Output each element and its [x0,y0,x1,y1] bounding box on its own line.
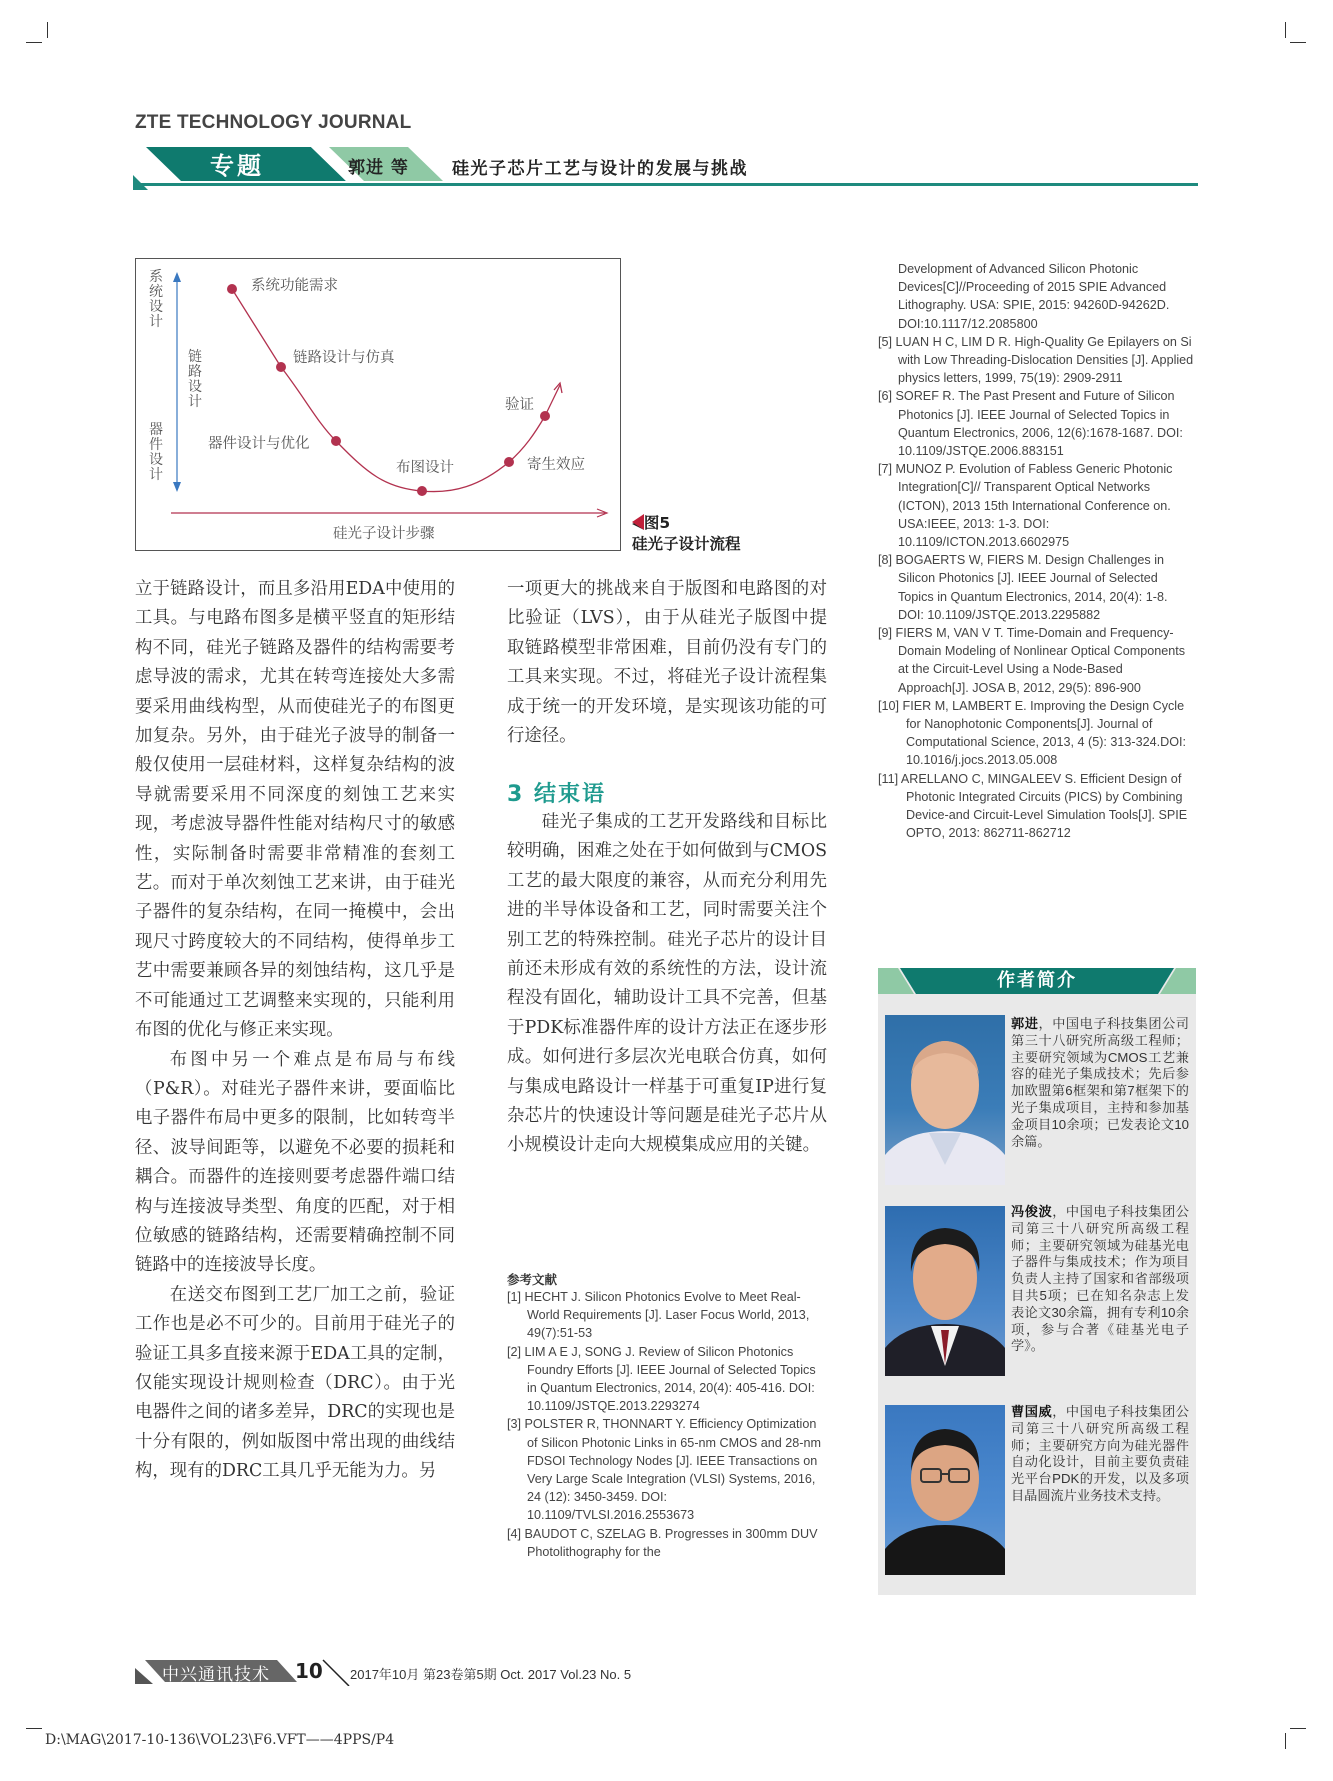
author-bio: 冯俊波，中国电子科技集团公司第三十八研究所高级工程师；主要研究领域为硅基光电子器件与集成技术；作为项目负责人主持了国家和省部级项目共5项；已在知名杂志上发表论文30余篇，拥有专利10余项，参与合著《硅基光电子学》。 [1011,1204,1189,1354]
body-column-2-conclusion [507,808,827,1161]
author-name: 郭进 [1011,1016,1039,1031]
footer-magazine-name: 中兴通讯技术 [162,1665,270,1685]
author-name: 冯俊波 [1011,1204,1053,1219]
crop-mark [1290,42,1306,43]
point-layout-design [417,486,427,496]
paragraph: 在送交布图到工艺厂加工之前，验证工作也是必不可少的。目前用于硅光子的验证工具多直接来源于EDA工具的定制，仅能实现设计规则检查（DRC）。由于光电器件之间的诸多差异，DRC的实现也是十分有限的，例如版图中常出现的曲线结构，现有的DRC工具几乎无能为力。另 [135,1284,455,1482]
author-photo [885,1206,1005,1376]
file-path: D:\MAG\2017-10-136\VOL23\F6.VFT——4PPS/P4 [45,1732,395,1748]
paragraph: 布图中另一个难点是布局与布线（P&R）。对硅光子器件来讲，要面临比电子器件布局中更多的限制，比如转弯半径、波导间距等，以避免不必要的损耗和耦合。而器件的连接则要考虑器件端口结构与连接波导类型、角度的匹配，对于相位敏感的链路结构，还需要精确控制不同链路中的连接波导长度。 [135,1049,455,1276]
reference-item: [8] BOGAERTS W, FIERS M. Design Challenges in Silicon Photonics [J]. IEEE Journal of Selected Topics in Quantum Electronics, 2014, 20(4): 1-8. DOI: 10.1109/JSTQE.2013.2295882 [878,553,1168,622]
references-heading: 参考文献 [507,1272,558,1287]
crop-mark [26,1728,42,1729]
point-label: 器件设计与优化 [208,436,310,452]
point-label: 寄生效应 [527,457,585,473]
reference-item: [10] FIER M, LAMBERT E. Improving the Design Cycle for Nanophotonic Components[J]. Journal of Computational Science, 2013, 4 (5): 313-324.DOI: 10.1016/j.jocs.2013.05.008 [878,698,1187,768]
body-column-1 [135,575,455,1487]
y-axis-label-link: 链 路 设 计 [188,349,202,410]
header-rule [135,183,1198,186]
point-verification [540,411,550,421]
references-list-continued [878,260,1196,843]
crop-mark [1285,1733,1286,1749]
point-label: 验证 [505,397,534,413]
reference-item: [3] POLSTER R, THONNART Y. Efficiency Optimization of Silicon Photonic Links in 65-nm CMOS and 28-nm FDSOI Technology Nodes [J]. IEEE Transactions on Very Large Scale Integration (VLSI) Systems, 2016, 24 (12): 3450-3459. DOI: 10.1109/TVLSI.2016.2553673 [507,1417,821,1523]
x-axis-label: 硅光子设计步骤 [333,526,435,542]
crop-mark [1285,22,1286,38]
reference-item-continued: Development of Advanced Silicon Photonic Devices[C]//Proceeding of 2015 SPIE Advanced Lithography. USA: SPIE, 2015: 94260D-94262D. DOI:10.1117/12.2085800 [898,262,1170,331]
body-column-2 [507,575,827,751]
author-bio: 曹国威，中国电子科技集团公司第三十八研究所高级工程师；主要研究方向为硅光器件自动化设计，目前主要负责硅光平台PDK的开发，以及多项目晶圆流片业务技术支持。 [1011,1404,1189,1503]
y-axis-label-device: 器 件 设 计 [149,422,163,483]
figure-marker-triangle [632,514,644,530]
journal-name: ZTE TECHNOLOGY JOURNAL [135,112,412,133]
author-photo [885,1015,1005,1185]
author-name: 曹国威 [1011,1404,1053,1419]
paragraph: 一项更大的挑战来自于版图和电路图的对比验证（LVS），由于从硅光子版图中提取链路模型非常困难，目前仍没有专门的工具来实现。不过，将硅光子设计流程集成于统一的开发环境，是实现该功能的可行途径。 [507,579,827,747]
reference-item: [5] LUAN H C, LIM D R. High-Quality Ge Epilayers on Si with Low Threading-Dislocation Densities [J]. Applied physics letters, 1999, 75(19): 2909-2911 [878,334,1194,386]
point-label: 布图设计 [396,460,454,476]
reference-item: [2] LIM A E J, SONG J. Review of Silicon Photonics Foundry Efforts [J]. IEEE Journal of Selected Topics in Quantum Electronics, 2014, 20(4): 405-416. DOI: 10.1109/JSTQE.2013.2293274 [507,1344,816,1414]
figure-caption [632,513,741,555]
crop-mark [26,42,42,43]
point-system-requirements [227,284,237,294]
reference-item: [7] MUNOZ P. Evolution of Fabless Generic Photonic Integration[C]// Transparent Optical Networks (ICTON), 2013 15th International Conference on. USA:IEEE, 2013: 1-3. DOI: 10.1109/ICTON.2013.6602975 [878,462,1173,550]
reference-item: [9] FIERS M, VAN V T. Time-Domain and Frequency-Domain Modeling of Nonlinear Optical Components at the Circuit-Level Using a Node-Based Approach[J]. JOSA B, 2012, 29(5): 896-900 [878,626,1186,695]
crop-mark [47,22,48,38]
references-list [507,1288,827,1561]
point-device-design [331,436,341,446]
reference-item: [11] ARELLANO C, MINGALEEV S. Efficient Design of Photonic Integrated Circuits (PICS) by Combining Device-and Circuit-Level Simulation Tools[J]. SPIE OPTO, 2013: 862711-862712 [878,771,1188,841]
page-number: 10 [295,1659,323,1683]
paragraph: 立于链路设计，而且多沿用EDA中使用的工具。与电路布图多是横平竖直的矩形结构不同，硅光子链路及器件的结构需要考虑导波的需求，尤其在转弯连接处大多需要采用曲线构型，从而使硅光子的布图更加复杂。另外，由于硅光子波导的制备一般仅使用一层硅材料，这样复杂结构的波导就需要采用不同深度的刻蚀工艺来实现，考虑波导器件性能对结构尺寸的敏感性，实际制备时需要非常精准的套刻工艺。而对于单次刻蚀工艺来讲，由于硅光子器件的复杂结构，在同一掩模中，会出现尺寸跨度较大的不同结构，使得单步工艺中需要兼顾各异的刻蚀结构，这几乎是不可能通过工艺调整来实现的，只能利用布图的优化与修正来实现。 [135,579,455,1041]
section-heading: 3 结束语 [507,782,606,807]
design-flow-figure [135,258,621,551]
header-authors: 郭进 等 [348,158,409,178]
figure-number: ◀图5 [632,514,671,532]
paragraph: 硅光子集成的工艺开发路线和目标比较明确，困难之处在于如何做到与CMOS工艺的最大限度的兼容，从而充分利用先进的半导体设备和工艺，同时需要关注个别工艺的特殊控制。硅光子芯片的设计目前还未形成有效的系统性的方法，设计流程没有固化，辅助设计工具不完善，但基于PDK标准器件库的设计方法正在逐步形成。如何进行多层次光电联合仿真，如何与集成电路设计一样基于可重复IP进行复杂芯片的快速设计等问题是硅光子芯片从小规模设计走向大规模集成应用的关键。 [507,812,827,1156]
y-axis-label-system: 系 统 设 计 [149,269,163,330]
point-parasitics [504,457,514,467]
author-panel-title: 作者简介 [997,970,1077,991]
author-bio: 郭进，中国电子科技集团公司第三十八研究所高级工程师；主要研究领域为CMOS工艺兼容的硅光子集成技术；先后参加欧盟第6框架和第7框架下的光子集成项目，主持和参加基金项目10余项；已发表论文10余篇。 [1011,1016,1189,1149]
footer-issue-info: 2017年10月 第23卷第5期 Oct. 2017 Vol.23 No. 5 [350,1667,632,1682]
crop-mark [1290,1728,1306,1729]
reference-item: [4] BAUDOT C, SZELAG B. Progresses in 300mm DUV Photolithography for the [507,1526,818,1559]
figure-title: 硅光子设计流程 [632,535,741,553]
section-label: 专题 [210,152,264,180]
article-title: 硅光子芯片工艺与设计的发展与挑战 [452,159,748,179]
point-label: 链路设计与仿真 [293,350,395,366]
author-photo [885,1405,1005,1575]
reference-item: [6] SOREF R. The Past Present and Future of Silicon Photonics [J]. IEEE Journal of Selected Topics in Quantum Electronics, 2006, 12(6):1678-1687. DOI: 10.1109/JSTQE.2006.883151 [878,389,1183,459]
point-link-design [276,362,286,372]
reference-item: [1] HECHT J. Silicon Photonics Evolve to Meet Real-World Requirements [J]. Laser Focus World, 2013, 49(7):51-53 [507,1290,810,1341]
point-label: 系统功能需求 [251,278,338,294]
